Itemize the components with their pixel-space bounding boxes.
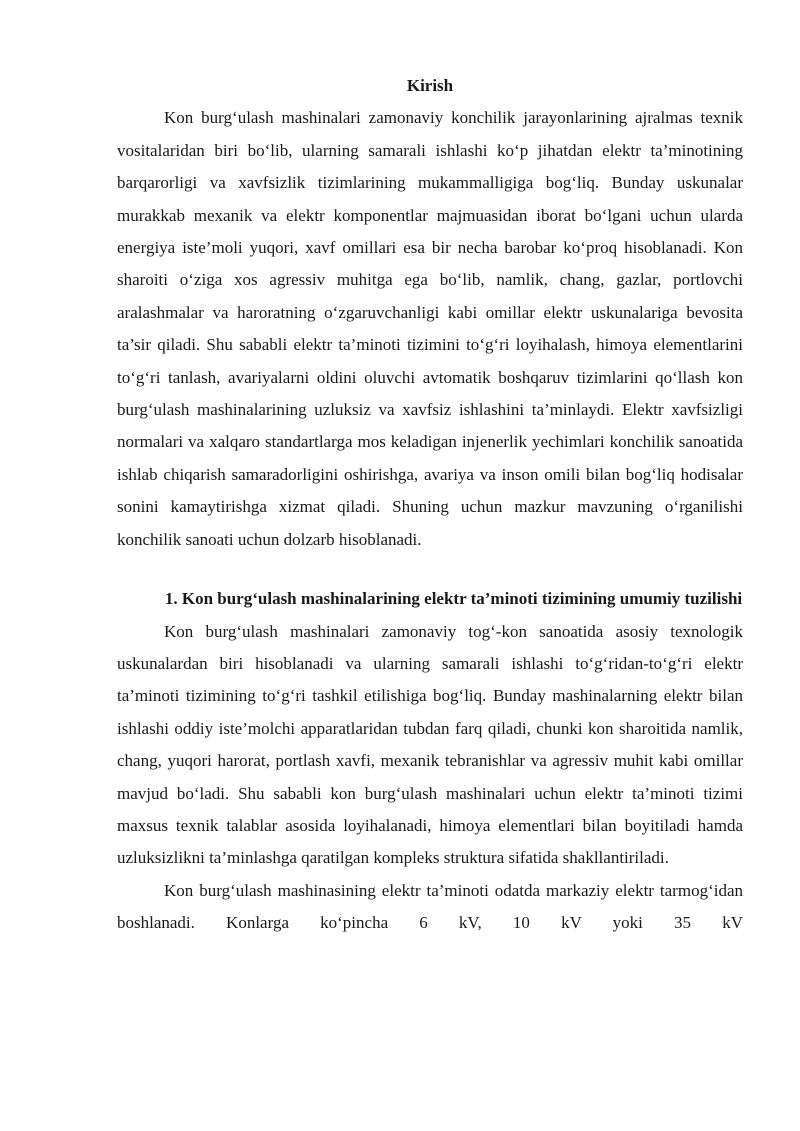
section-1-paragraph-1: Kon burg‘ulash mashinalari zamonaviy tog‘-kon sanoatida asosiy texnologik uskunalardan biri hisoblanadi va ularning samarali ishlashi to‘g‘ridan-to‘g‘ri elektr ta’minoti tizimining to‘g‘ri tashkil etilishiga bog‘liq. Bunday mashinalarning elektr bilan ishlashi oddiy iste’molchi apparatlaridan tubdan farq qiladi, chunki kon sharoitida namlik, chang, yuqori harorat, portlash xavfi, mexanik tebranishlar va agressiv muhit kabi omillar mavjud bo‘ladi. Shu sababli kon burg‘ulash mashinalari uchun elektr ta’minoti tizimi maxsus texnik talablar asosida loyihalanadi, himoya elementlari bilan boyitiladi hamda uzluksizlikni ta’minlashga qaratilgan kompleks struktura sifatida shakllantiriladi. bbox=[117, 621, 743, 868]
section-1-paragraph-2: Kon burg‘ulash mashinasining elektr ta’minoti odatda markaziy elektr tarmog‘idan boshlanadi. Konlarga ko‘pincha 6 kV, 10 kV yoki 35 kV bbox=[117, 880, 743, 933]
intro-title: Kirish bbox=[406, 76, 454, 95]
intro-paragraph: Kon burg‘ulash mashinalari zamonaviy konchilik jarayonlarining ajralmas texnik vositalaridan biri bo‘lib, ularning samarali ishlashi ko‘p jihatdan elektr ta’minotining barqarorligi va xavfsizlik tizimlarining mukammalligiga bog‘liq. Bunday uskunalar murakkab mexanik va elektr komponentlar majmuasidan iborat bo‘lgani uchun ularda energiya iste’moli yuqori, xavf omillari esa bir necha barobar ko‘proq hisoblanadi. Kon sharoiti o‘ziga xos agressiv muhitga ega bo‘lib, namlik, chang, gazlar, portlovchi aralashmalar va haroratning o‘zgaruvchanligi kabi omillar elektr uskunalariga bevosita ta’sir qiladi. Shu sababli elektr ta’minoti tizimini to‘g‘ri loyihalash, himoya elementlarini to‘g‘ri tanlash, avariyalarni oldini oluvchi avtomatik boshqaruv tizimlarini qo‘llash kon burg‘ulash mashinalarining uzluksiz va xavfsiz ishlashini ta’minlaydi. Elektr xavfsizligi normalari va xalqaro standartlarga mos keladigan injenerlik yechimlari konchilik sanoatida ishlab chiqarish samaradorligini oshirishga, avariya va inson omili bilan bog‘liq hodisalar sonini kamaytirishga xizmat qiladi. Shuning uchun mazkur mavzuning o‘rganilishi konchilik sanoati uchun dolzarb hisoblanadi. bbox=[117, 108, 743, 549]
document-page bbox=[117, 70, 743, 940]
section-1-heading: 1. Kon burg‘ulash mashinalarining elektr ta’minoti tizimining umumiy tuzilishi bbox=[164, 589, 743, 609]
